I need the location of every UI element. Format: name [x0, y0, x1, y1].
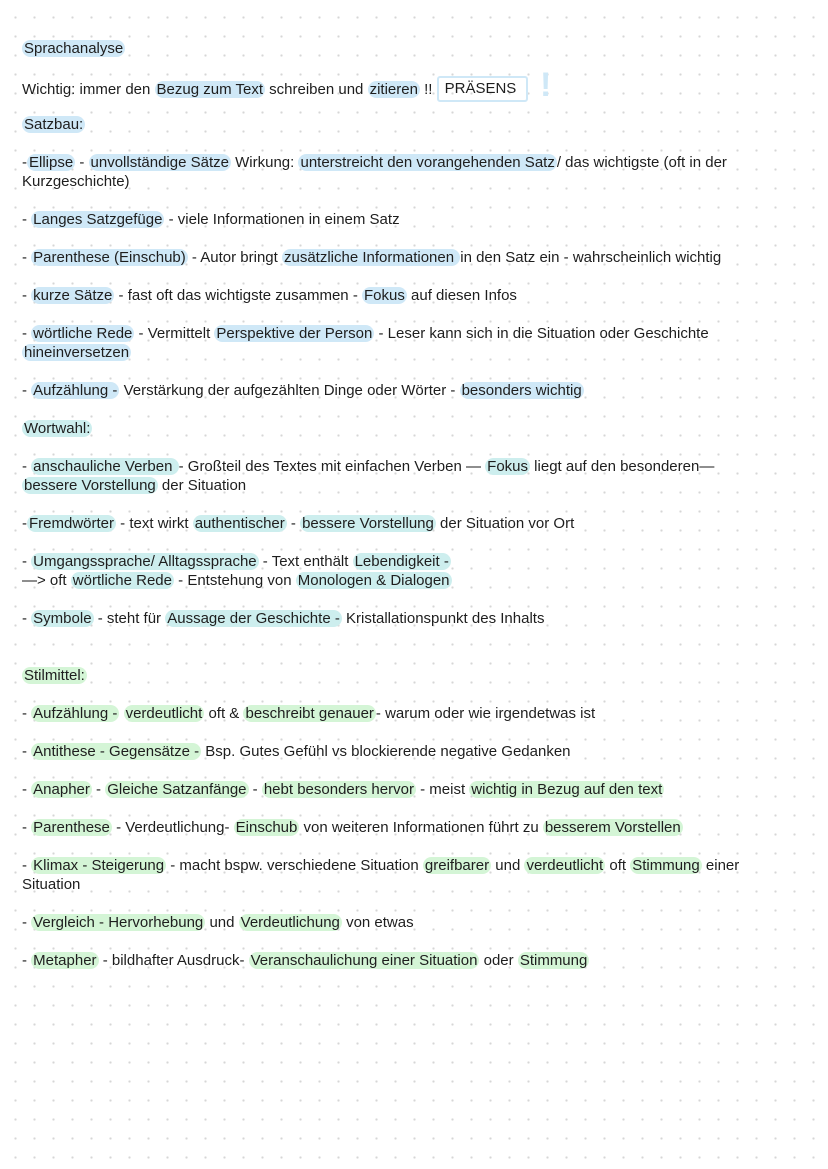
highlighted-text: wörtliche Rede [33, 325, 133, 342]
highlighted-text: authentischer [194, 515, 285, 532]
text-segment: - [22, 287, 32, 304]
text-segment: und [491, 857, 525, 874]
text-segment: - Entstehung von [174, 572, 296, 589]
text-segment: - [22, 515, 27, 532]
page-title [22, 39, 792, 58]
highlighted-text: unterstreicht den vorangehenden Satz [300, 154, 555, 171]
highlighted-text: Metapher [33, 952, 97, 969]
highlighted-text: Einschub [235, 819, 298, 836]
list-item-continuation [22, 875, 792, 894]
text-segment: —> oft [22, 572, 71, 589]
highlighted-text: Ellipse [29, 154, 74, 171]
list-item [22, 248, 792, 267]
text-segment: - Autor bringt [187, 249, 282, 266]
highlighted-text: Wortwahl: [24, 420, 91, 437]
highlighted-text: Stimmung [632, 857, 700, 874]
text-segment: der Situation vor Ort [435, 515, 575, 532]
text-segment: - Text enthält [258, 553, 353, 570]
highlighted-text: Monologen & Dialogen [297, 572, 450, 589]
highlighted-text: beschreibt genauer [245, 705, 374, 722]
highlighted-text: Parenthese [33, 819, 110, 836]
highlighted-text: Anapher [33, 781, 90, 798]
highlighted-text: Perspektive der Person [216, 325, 373, 342]
highlighted-text: wichtig in Bezug auf den text [471, 781, 663, 798]
highlighted-text: greifbarer [424, 857, 490, 874]
list-item-continuation [22, 172, 792, 191]
list-item [22, 856, 792, 875]
list-item [22, 609, 792, 628]
list-item [22, 381, 792, 400]
highlighted-text: zusätzliche Informationen [283, 249, 459, 266]
highlighted-text: Sprachanalyse [24, 40, 124, 57]
text-segment: - text wirkt [116, 515, 193, 532]
highlighted-text: verdeutlicht [125, 705, 203, 722]
highlighted-text: Parenthese (Einschub) [33, 249, 186, 266]
list-item-continuation [22, 571, 792, 590]
text-segment: - Leser kann sich in die Situation oder Geschichte [374, 325, 709, 342]
text-segment: in den Satz ein - wahrscheinlich wichtig [460, 249, 722, 266]
text-segment: - [75, 154, 89, 171]
text-segment: - [22, 249, 32, 266]
highlighted-text: besonders wichtig [461, 382, 582, 399]
text-segment: - bildhafter Ausdruck- [98, 952, 249, 969]
list-item [22, 742, 792, 761]
text-segment: - macht bspw. verschiedene Situation [166, 857, 423, 874]
highlighted-text: Fremdwörter [29, 515, 115, 532]
highlighted-text: Stimmung [519, 952, 588, 969]
heading-stilmittel [22, 666, 792, 685]
text-segment: - [22, 743, 32, 760]
text-segment: Wichtig: immer den [22, 81, 155, 98]
text-segment: Verstärkung der aufgezählten Dinge oder Wörter - [119, 382, 460, 399]
text-segment: - Vermittelt [134, 325, 215, 342]
praesens-box: PRÄSENS [437, 76, 529, 102]
text-segment: oft [605, 857, 631, 874]
text-segment: Wirkung: [230, 154, 299, 171]
text-segment: !! [419, 81, 437, 98]
heading-wortwahl [22, 419, 792, 438]
highlighted-text: hineinversetzen [24, 344, 130, 361]
text-segment: - Großteil des Textes mit einfachen Verben — [178, 458, 486, 475]
text-segment: Bsp. Gutes Gefühl vs blockierende negative Gedanken [201, 743, 571, 760]
text-segment: - [91, 781, 106, 798]
text-segment: - Verdeutlichung- [111, 819, 234, 836]
highlighted-text: Satzbau: [24, 116, 84, 133]
highlighted-text: Veranschaulichung einer Situation [250, 952, 478, 969]
highlighted-text: Klimax - Steigerung [33, 857, 165, 874]
list-item [22, 780, 792, 799]
text-segment: von weiteren Informationen führt zu [299, 819, 543, 836]
highlighted-text: Lebendigkeit - [354, 553, 449, 570]
list-item [22, 210, 792, 229]
text-segment: - fast oft das wichtigste zusammen - [114, 287, 362, 304]
text-segment: / das wichtigste (oft in der [556, 154, 727, 171]
text-segment: - [248, 781, 262, 798]
highlighted-text: Aussage der Geschichte - [167, 610, 340, 627]
highlighted-text: Aufzählung - [33, 382, 118, 399]
highlighted-text: besserem Vorstellen [544, 819, 681, 836]
text-segment: - [22, 610, 32, 627]
highlighted-text: Fokus [363, 287, 405, 304]
list-item [22, 286, 792, 305]
text-segment: - viele Informationen in einem Satz [164, 211, 400, 228]
text-segment: - [22, 781, 32, 798]
highlighted-text: wörtliche Rede [72, 572, 172, 589]
text-segment: - [22, 914, 32, 931]
text-segment: - [22, 857, 32, 874]
text-segment: Situation [22, 876, 81, 893]
text-segment: - [22, 325, 32, 342]
list-item [22, 153, 792, 172]
highlighted-text: Symbole [33, 610, 92, 627]
list-item [22, 514, 792, 533]
text-segment: liegt auf den besonderen— [530, 458, 715, 475]
intro-line [22, 77, 792, 103]
highlighted-text: kurze Sätze [33, 287, 113, 304]
highlighted-text: Stilmittel: [24, 667, 85, 684]
highlighted-text: Bezug zum Text [156, 81, 263, 98]
text-segment: - [22, 382, 32, 399]
highlighted-text: Vergleich - Hervorhebung [33, 914, 204, 931]
highlighted-text: hebt besonders hervor [263, 781, 414, 798]
text-segment: - meist [415, 781, 470, 798]
highlighted-text: anschauliche Verben [33, 458, 177, 475]
highlighted-text: Umgangssprache/ Alltagssprache [33, 553, 257, 570]
text-segment: - [22, 154, 27, 171]
list-item [22, 324, 792, 343]
list-item [22, 951, 792, 970]
text-segment: schreiben und [265, 81, 368, 98]
text-segment: - [22, 211, 32, 228]
highlighted-text: unvollständige Sätze [90, 154, 229, 171]
text-segment: oft & [204, 705, 244, 722]
list-item [22, 818, 792, 837]
text-segment: der Situation [157, 477, 247, 494]
text-segment: - steht für [93, 610, 166, 627]
text-segment: - [22, 553, 32, 570]
list-item [22, 552, 792, 571]
text-segment [119, 705, 123, 722]
highlighted-text: Langes Satzgefüge [33, 211, 163, 228]
list-item [22, 704, 792, 723]
text-segment: - [22, 705, 32, 722]
text-segment: - [22, 458, 32, 475]
heading-satzbau [22, 115, 792, 134]
highlighted-text: bessere Vorstellung [24, 477, 156, 494]
highlighted-text: Verdeutlichung [240, 914, 340, 931]
list-item [22, 913, 792, 932]
text-segment: - warum oder wie irgendetwas ist [375, 705, 596, 722]
text-segment: einer [701, 857, 740, 874]
highlighted-text: zitieren [369, 81, 418, 98]
text-segment: - [22, 952, 32, 969]
text-segment: auf diesen Infos [406, 287, 517, 304]
highlighted-text: Antithese - Gegensätze - [33, 743, 200, 760]
text-segment: - [286, 515, 301, 532]
list-item-continuation [22, 343, 792, 362]
highlighted-text: Aufzählung - [33, 705, 118, 722]
exclamation-mark: ! [540, 66, 552, 104]
text-segment: Kristallationspunkt des Inhalts [341, 610, 545, 627]
highlighted-text: Fokus [487, 458, 529, 475]
list-item-continuation [22, 476, 792, 495]
text-segment: Kurzgeschichte) [22, 173, 130, 190]
highlighted-text: verdeutlicht [526, 857, 604, 874]
highlighted-text: Gleiche Satzanfänge [107, 781, 247, 798]
text-segment: und [205, 914, 239, 931]
list-item [22, 457, 792, 476]
text-segment: - [22, 819, 32, 836]
text-segment: oder [479, 952, 518, 969]
text-segment: von etwas [341, 914, 414, 931]
highlighted-text: bessere Vorstellung [302, 515, 434, 532]
